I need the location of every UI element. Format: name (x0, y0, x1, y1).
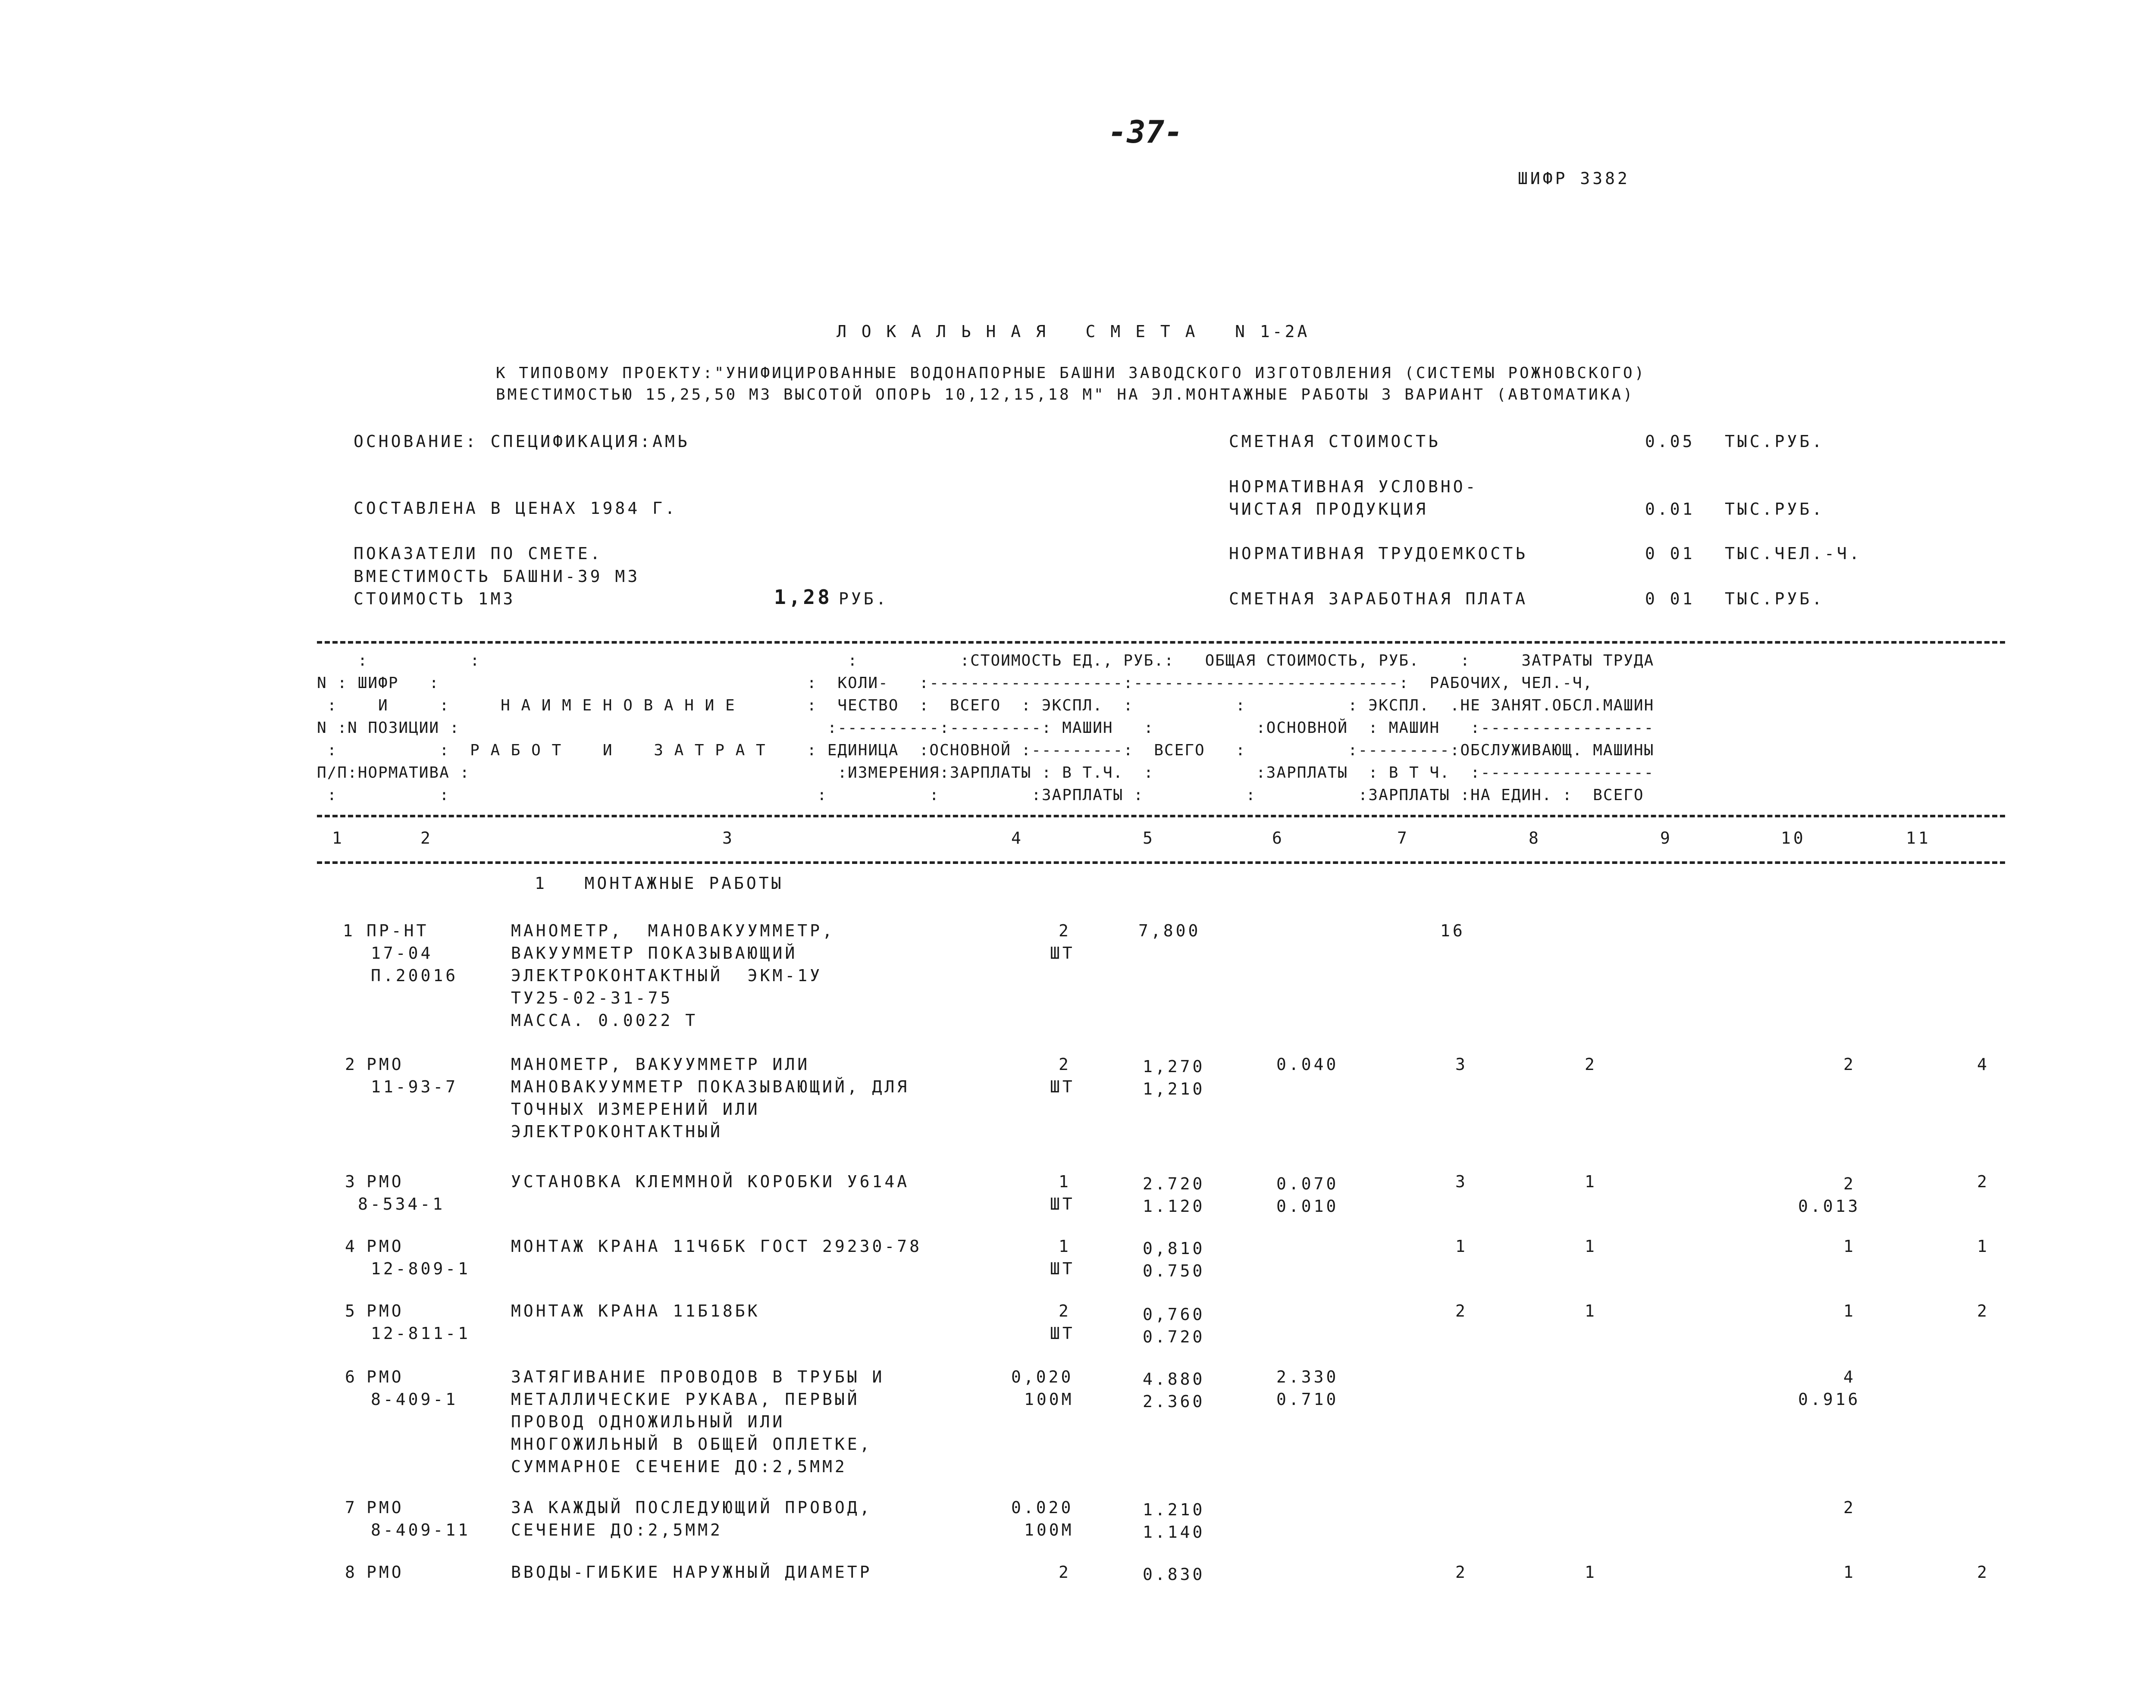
header-line: : И : Н А И М Е Н О В А Н И Е : ЧЕСТВО : ВСЕГО : ЭКСПЛ. : : : ЭКСПЛ. .НЕ ЗАНЯТ.ОБСЛ.МАШИН (317, 697, 1655, 714)
row-labor-unit: 2 (1843, 1174, 1856, 1193)
row-unit-cost: 4.880 (1143, 1370, 1205, 1389)
row-name-line: ТУ25-02-31-75 (511, 989, 673, 1007)
row-name-line: ЗА КАЖДЫЙ ПОСЛЕДУЮЩИЙ ПРОВОД, (511, 1498, 872, 1517)
row-labor-total: 2 (1977, 1563, 1990, 1582)
row-unit-wage: 0.750 (1143, 1261, 1205, 1280)
row-total: 3 (1455, 1055, 1468, 1074)
row-name-line: МАССА. 0.0022 Т (511, 1011, 698, 1030)
row-name-line: ТОЧНЫХ ИЗМЕРЕНИЙ ИЛИ (511, 1100, 760, 1119)
header-line: N :N ПОЗИЦИИ : :----------:---------: МАШИН : :ОСНОВНОЙ : МАШИН :----------------- (317, 719, 1655, 737)
row-name-line: МНОГОЖИЛЬНЫЙ В ОБЩЕЙ ОПЛЕТКЕ, (511, 1435, 872, 1454)
estimated-cost-unit: ТЫС.РУБ. (1725, 432, 1825, 451)
header-line: : : : :СТОИМОСТЬ ЕД., РУБ.: ОБЩАЯ СТОИМОСТЬ, РУБ. : ЗАТРАТЫ ТРУДА (317, 652, 1655, 669)
basis-text: ОСНОВАНИЕ: СПЕЦИФИКАЦИЯ:АМЬ (354, 432, 690, 451)
row-machine-cost: 0.070 (1276, 1174, 1339, 1193)
row-code: 8-409-11 (371, 1520, 471, 1539)
row-unit-wage: 1,210 (1143, 1079, 1205, 1098)
estimated-cost-value: 0.05 (1645, 432, 1695, 451)
row-wage-total: 1 (1585, 1301, 1597, 1320)
row-machine-wage: 0.010 (1276, 1197, 1339, 1216)
header-line: : : Р А Б О Т И З А Т Р А Т : ЕДИНИЦА :ОСНОВНОЙ :---------: ВСЕГО : :---------:ОБСЛУЖИВАЮЩ. МАШИНЫ (317, 741, 1655, 759)
row-unit-cost: 1,270 (1143, 1057, 1205, 1076)
row-name-line: МАНОВАКУУММЕТР ПОКАЗЫВАЮЩИЙ, ДЛЯ (511, 1077, 910, 1096)
row-labor-total: 2 (1977, 1301, 1990, 1320)
row-number: 5 (345, 1301, 357, 1320)
row-labor-unit-extra: 0.916 (1798, 1390, 1861, 1409)
row-labor-unit: 4 (1843, 1367, 1856, 1386)
row-unit: ШТ (1050, 1259, 1075, 1278)
row-machine-wage: 0.710 (1276, 1390, 1339, 1409)
row-code: РМО (367, 1055, 404, 1074)
row-unit: ШТ (1050, 1195, 1075, 1214)
row-code: РМО (367, 1301, 404, 1320)
row-unit-wage: 0.720 (1143, 1327, 1205, 1346)
row-number: 4 (345, 1237, 357, 1256)
row-labor-total: 4 (1977, 1055, 1990, 1074)
row-wage-total: 2 (1585, 1055, 1597, 1074)
capacity-text: ВМЕСТИМОСТЬ БАШНИ-39 М3 (354, 567, 640, 586)
row-code: ПР-НТ (367, 921, 429, 940)
row-name-line: ЭЛЕКТРОКОНТАКТНЫЙ (511, 1122, 723, 1141)
row-number: 7 (345, 1498, 357, 1517)
row-code: 8-534-1 (358, 1195, 445, 1214)
row-number: 2 (345, 1055, 357, 1074)
header-line: : : : : :ЗАРПЛАТЫ : : :ЗАРПЛАТЫ :НА ЕДИН. : ВСЕГО (317, 786, 1644, 804)
row-name-line: ПРОВОД ОДНОЖИЛЬНЫЙ ИЛИ (511, 1412, 785, 1431)
net-product-unit: ТЫС.РУБ. (1725, 500, 1825, 519)
column-number: 10 (1781, 829, 1806, 848)
row-quantity: 2 (1059, 1563, 1071, 1582)
row-labor-unit-extra: 0.013 (1798, 1197, 1861, 1216)
row-unit: ШТ (1050, 1324, 1075, 1343)
row-code: РМО (367, 1237, 404, 1256)
row-code: 12-811-1 (371, 1324, 471, 1343)
net-product-value: 0.01 (1645, 500, 1695, 519)
row-unit: ШТ (1050, 1077, 1075, 1096)
page-number: -37- (1108, 114, 1183, 150)
column-number: 2 (420, 829, 433, 848)
row-total: 2 (1455, 1563, 1468, 1582)
title-line-2: ВМЕСТИМОСТЬЮ 15,25,50 М3 ВЫСОТОЙ ОПОРЬ 10,12,15,18 М" НА ЭЛ.МОНТАЖНЫЕ РАБОТЫ 3 ВАРИАНТ (АВТОМАТИКА) (496, 386, 1635, 404)
row-wage-total: 1 (1585, 1563, 1597, 1582)
row-number: 6 (345, 1367, 357, 1386)
row-name-line: ВВОДЫ-ГИБКИЕ НАРУЖНЫЙ ДИАМЕТР (511, 1563, 872, 1582)
labor-intensity-label: НОРМАТИВНАЯ ТРУДОЕМКОСТЬ (1229, 544, 1528, 563)
prices-text: СОСТАВЛЕНА В ЦЕНАХ 1984 Г. (354, 499, 677, 518)
row-code: 17-04 (371, 944, 433, 963)
row-machine-cost: 2.330 (1276, 1367, 1339, 1386)
column-number: 8 (1529, 829, 1541, 848)
column-number: 1 (332, 829, 345, 848)
document-heading: Л О К А Л Ь Н А Я С М Е Т А N 1-2А (837, 322, 1310, 341)
row-unit: ШТ (1050, 944, 1075, 963)
row-unit-cost: 0,760 (1143, 1305, 1205, 1324)
wage-fund-unit: ТЫС.РУБ. (1725, 589, 1825, 608)
row-labor-unit: 1 (1843, 1563, 1856, 1582)
row-quantity: 0.020 (1011, 1498, 1074, 1517)
net-product-label-a: НОРМАТИВНАЯ УСЛОВНО- (1229, 477, 1478, 496)
labor-intensity-unit: ТЫС.ЧЕЛ.-Ч. (1725, 544, 1862, 563)
row-labor-total: 1 (1977, 1237, 1990, 1256)
column-number: 9 (1660, 829, 1673, 848)
row-unit-wage: 1.140 (1143, 1523, 1205, 1542)
cost-label: СТОИМОСТЬ 1М3 (354, 589, 516, 608)
row-code: РМО (367, 1172, 404, 1191)
row-total: 1 (1455, 1237, 1468, 1256)
net-product-label: ЧИСТАЯ ПРОДУКЦИЯ (1229, 500, 1429, 519)
row-name-line: СЕЧЕНИЕ ДО:2,5ММ2 (511, 1520, 723, 1539)
row-number: 1 (343, 921, 355, 940)
row-quantity: 1 (1059, 1237, 1071, 1256)
indicators-text: ПОКАЗАТЕЛИ ПО СМЕТЕ. (354, 544, 603, 563)
row-code: РМО (367, 1498, 404, 1517)
title-line-1: К ТИПОВОМУ ПРОЕКТУ:"УНИФИЦИРОВАННЫЕ ВОДОНАПОРНЫЕ БАШНИ ЗАВОДСКОГО ИЗГОТОВЛЕНИЯ (СИСТЕМЫ РОЖНОВСКОГО) (496, 364, 1646, 382)
column-number: 4 (1011, 829, 1024, 848)
row-wage-total: 1 (1585, 1237, 1597, 1256)
row-quantity: 2 (1059, 1055, 1071, 1074)
row-labor-unit: 2 (1843, 1498, 1856, 1517)
row-labor-unit: 1 (1843, 1237, 1856, 1256)
column-number: 6 (1272, 829, 1285, 848)
row-name-line: МОНТАЖ КРАНА 11Б18БК (511, 1301, 760, 1320)
row-number: 8 (345, 1563, 357, 1582)
row-unit-cost: 0,810 (1143, 1239, 1205, 1258)
row-name-line: МОНТАЖ КРАНА 11Ч6БК ГОСТ 29230-78 (511, 1237, 922, 1256)
row-unit-cost: 2.720 (1143, 1174, 1205, 1193)
table-top-rule (317, 641, 2005, 644)
row-code: 11-93-7 (371, 1077, 458, 1096)
row-unit: 100М (1024, 1390, 1074, 1409)
row-quantity: 2 (1059, 921, 1071, 940)
row-unit-wage: 2.360 (1143, 1392, 1205, 1411)
row-name-line: ЗАТЯГИВАНИЕ ПРОВОДОВ В ТРУБЫ И (511, 1367, 885, 1386)
table-numbers-rule (317, 861, 2005, 864)
table-header-rule (317, 815, 2005, 817)
row-code: П.20016 (371, 966, 458, 985)
row-total: 3 (1455, 1172, 1468, 1191)
row-total: 16 (1440, 921, 1465, 940)
cipher-code: ШИФР 3382 (1518, 169, 1630, 188)
row-labor-unit: 1 (1843, 1301, 1856, 1320)
row-labor-unit: 2 (1843, 1055, 1856, 1074)
cost-value: 1,28 (774, 585, 832, 609)
row-unit: 100М (1024, 1520, 1074, 1539)
row-name-line: МЕТАЛЛИЧЕСКИЕ РУКАВА, ПЕРВЫЙ (511, 1390, 860, 1409)
labor-intensity-value: 0 01 (1645, 544, 1695, 563)
row-name-line: МАНОМЕТР, МАНОВАКУУММЕТР, (511, 921, 835, 940)
row-name-line: ЭЛЕКТРОКОНТАКТНЫЙ ЭКМ-1У (511, 966, 822, 985)
row-wage-total: 1 (1585, 1172, 1597, 1191)
cost-unit: РУБ. (839, 589, 889, 608)
row-code: 8-409-1 (371, 1390, 458, 1409)
column-number: 11 (1906, 829, 1931, 848)
header-line: П/П:НОРМАТИВА : :ИЗМЕРЕНИЯ:ЗАРПЛАТЫ : В Т.Ч. : :ЗАРПЛАТЫ : В Т Ч. :----------------- (317, 764, 1655, 782)
row-unit-cost: 7,800 (1138, 921, 1201, 940)
row-name-line: СУММАРНОЕ СЕЧЕНИЕ ДО:2,5ММ2 (511, 1457, 847, 1476)
row-code: 12-809-1 (371, 1259, 471, 1278)
header-line: N : ШИФР : : КОЛИ- :-------------------:--------------------------: РАБОЧИХ, ЧЕЛ.-Ч, (317, 674, 1593, 692)
row-total: 2 (1455, 1301, 1468, 1320)
row-unit-cost: 1.210 (1143, 1500, 1205, 1519)
row-number: 3 (345, 1172, 357, 1191)
row-name-line: УСТАНОВКА КЛЕММНОЙ КОРОБКИ У614А (511, 1172, 910, 1191)
column-number: 7 (1397, 829, 1410, 848)
row-unit-wage: 1.120 (1143, 1197, 1205, 1216)
row-quantity: 1 (1059, 1172, 1071, 1191)
column-number: 3 (722, 829, 735, 848)
section-title: 1 МОНТАЖНЫЕ РАБОТЫ (535, 874, 784, 893)
row-labor-total: 2 (1977, 1172, 1990, 1191)
row-code: РМО (367, 1367, 404, 1386)
row-name-line: МАНОМЕТР, ВАКУУММЕТР ИЛИ (511, 1055, 810, 1074)
row-unit-cost: 0.830 (1143, 1565, 1205, 1584)
row-quantity: 2 (1059, 1301, 1071, 1320)
estimated-cost-label: СМЕТНАЯ СТОИМОСТЬ (1229, 432, 1441, 451)
wage-fund-label: СМЕТНАЯ ЗАРАБОТНАЯ ПЛАТА (1229, 589, 1528, 608)
row-quantity: 0,020 (1011, 1367, 1074, 1386)
row-name-line: ВАКУУММЕТР ПОКАЗЫВАЮЩИЙ (511, 944, 798, 963)
row-machine-cost: 0.040 (1276, 1055, 1339, 1074)
row-code: РМО (367, 1563, 404, 1582)
wage-fund-value: 0 01 (1645, 589, 1695, 608)
column-number: 5 (1143, 829, 1155, 848)
